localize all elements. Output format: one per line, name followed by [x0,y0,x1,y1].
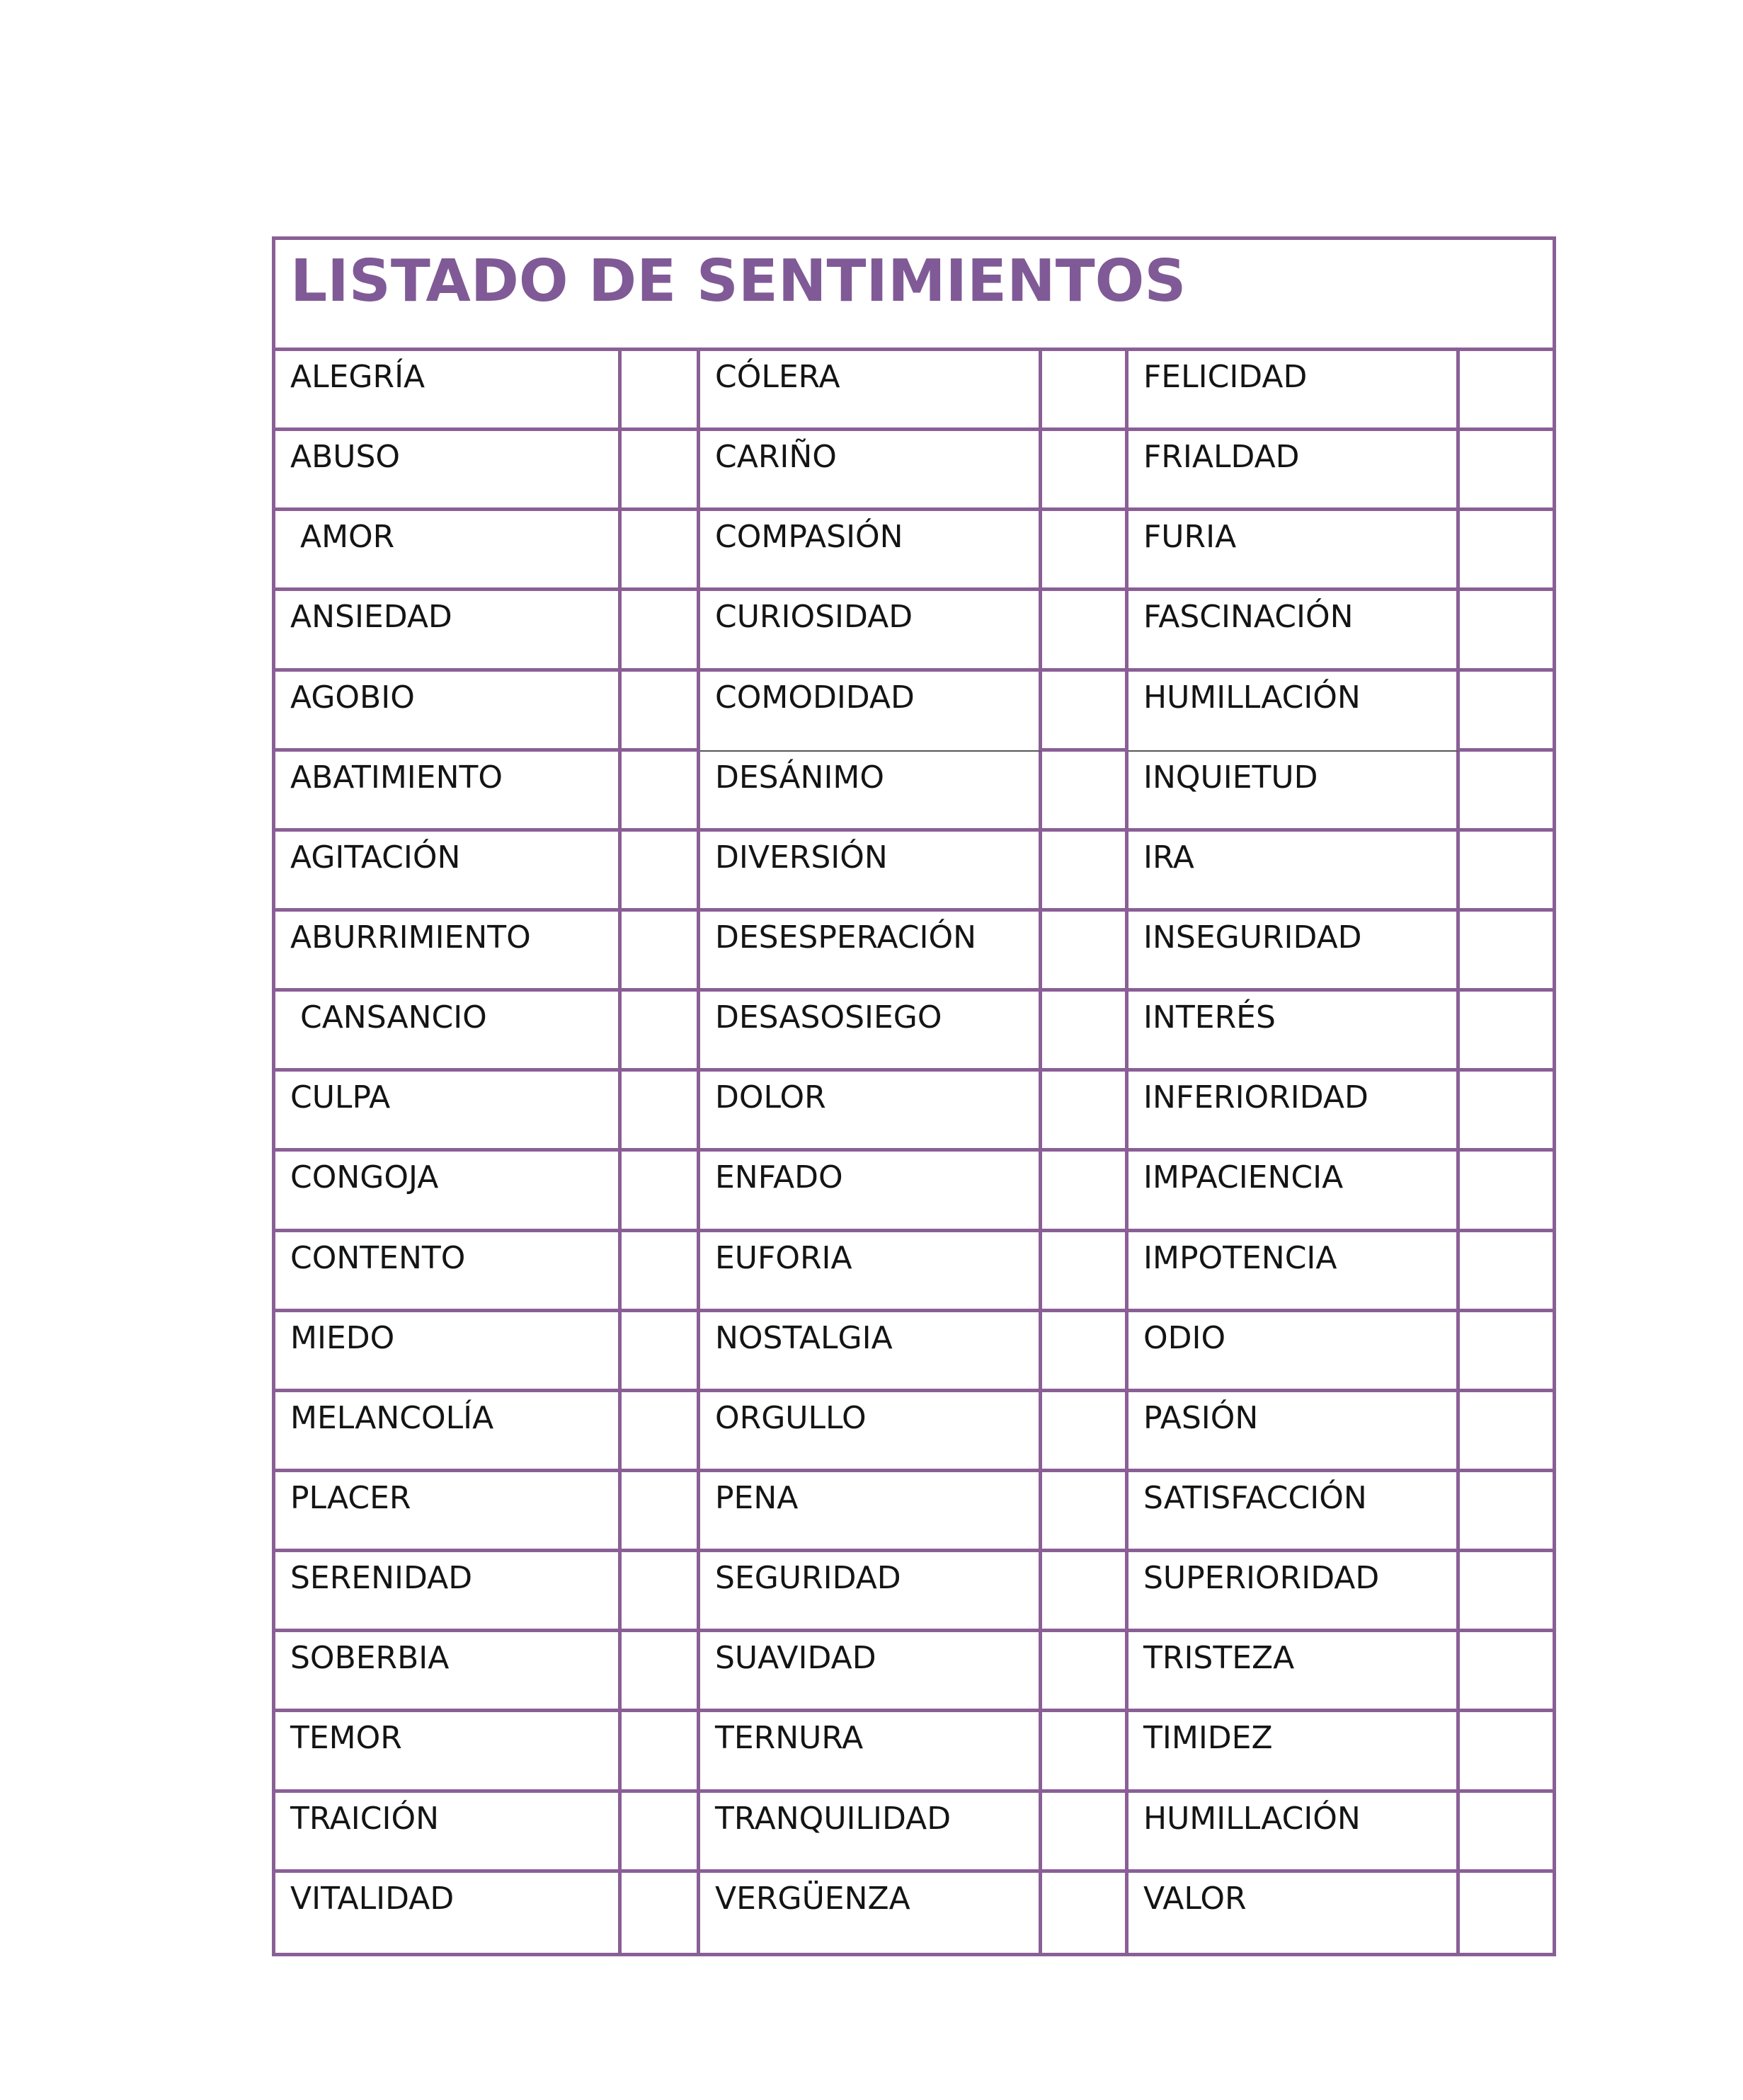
mark-box-area[interactable] [622,832,697,908]
mark-box[interactable] [1460,832,1553,912]
mark-box-area[interactable] [1460,1632,1553,1709]
feeling-word: ANSIEDAD [290,599,452,636]
feeling-cell [275,1793,622,1873]
mark-box[interactable] [1460,1392,1553,1472]
mark-box-area[interactable] [1042,591,1125,667]
mark-box[interactable] [1460,1472,1553,1552]
feeling-word: SEGURIDAD [715,1560,901,1597]
feeling-cell [1128,1873,1460,1953]
mark-box[interactable] [622,591,700,671]
mark-box-area[interactable] [1042,1152,1125,1228]
feeling-word: ABATIMIENTO [290,759,503,796]
feeling-cell [700,1312,1042,1392]
mark-box[interactable] [1460,511,1553,591]
feeling-word: HUMILLACIÓN [1143,679,1361,716]
mark-box-area[interactable] [1042,511,1125,587]
mark-box-area[interactable] [622,351,697,428]
feeling-word: IRA [1143,839,1194,876]
feeling-cell [275,672,622,752]
mark-box[interactable] [1042,591,1128,671]
feeling-cell [700,1873,1042,1953]
feeling-word: DESASOSIEGO [715,999,942,1036]
mark-box-area[interactable] [1460,1552,1553,1629]
mark-box-area[interactable] [622,1472,697,1549]
feeling-word: CARIÑO [715,439,837,476]
mark-box-area[interactable] [622,431,697,507]
mark-box-area[interactable] [1042,351,1125,428]
feeling-cell [1128,1152,1460,1232]
mark-box[interactable] [1042,431,1128,511]
mark-box[interactable] [1460,351,1553,431]
feeling-cell [275,752,622,832]
feeling-word: INTERÉS [1143,999,1276,1036]
mark-box[interactable] [1460,591,1553,671]
mark-box[interactable] [1460,1632,1553,1712]
mark-box-area[interactable] [1460,431,1553,507]
feeling-cell [1128,992,1460,1072]
feeling-word: ENFADO [715,1159,843,1196]
feeling-cell [1128,912,1460,992]
feeling-word: CÓLERA [715,359,840,395]
mark-box[interactable] [1042,1392,1128,1472]
mark-box-area[interactable] [1042,912,1125,988]
feeling-word: HUMILLACIÓN [1143,1800,1361,1837]
mark-box[interactable] [622,351,700,431]
mark-box-area[interactable] [1042,431,1125,507]
feeling-word: CONTENTO [290,1239,466,1276]
feeling-word: FELICIDAD [1143,359,1308,395]
mark-box[interactable] [1460,1312,1553,1392]
mark-box-area[interactable] [1042,1873,1125,1953]
mark-box[interactable] [1042,1793,1128,1873]
mark-box-area[interactable] [1460,1472,1553,1549]
mark-box-area[interactable] [1460,1312,1553,1389]
feeling-word: TIMIDEZ [1143,1720,1273,1757]
mark-box-area[interactable] [1042,1232,1125,1309]
mark-box[interactable] [1042,351,1128,431]
mark-box[interactable] [622,1232,700,1312]
feeling-word: ABURRIMIENTO [290,919,531,956]
mark-box[interactable] [1042,511,1128,591]
feeling-word: INQUIETUD [1143,759,1318,796]
feeling-cell [275,1312,622,1392]
feeling-cell [1128,1232,1460,1312]
mark-box-area[interactable] [622,511,697,587]
mark-box[interactable] [622,431,700,511]
mark-box[interactable] [1460,1152,1553,1232]
mark-box-area[interactable] [1460,1072,1553,1148]
feeling-cell [275,992,622,1072]
mark-box-area[interactable] [622,1392,697,1469]
mark-box[interactable] [1042,1152,1128,1232]
feeling-word: DOLOR [715,1079,826,1116]
mark-box-area[interactable] [622,1712,697,1789]
feeling-cell [1128,1632,1460,1712]
mark-box[interactable] [622,1072,700,1152]
feeling-word: FASCINACIÓN [1143,599,1354,636]
mark-box-area[interactable] [1460,591,1553,667]
mark-box-area[interactable] [1460,1392,1553,1469]
mark-box-area[interactable] [622,1793,697,1869]
mark-box[interactable] [1042,1712,1128,1792]
mark-box-area[interactable] [1042,752,1125,828]
feeling-cell [1128,431,1460,511]
feeling-cell [700,511,1042,591]
feeling-cell [275,1552,622,1632]
feeling-word: VALOR [1143,1880,1247,1917]
feeling-cell [700,1632,1042,1712]
feeling-cell [275,591,622,671]
feelings-list-table [272,236,1556,1956]
feeling-cell [700,1072,1042,1152]
mark-box-area[interactable] [622,992,697,1068]
mark-box[interactable] [1042,832,1128,912]
feeling-word: TRISTEZA [1143,1640,1295,1677]
feeling-word: ABUSO [290,439,401,476]
mark-box[interactable] [622,1712,700,1792]
feeling-word: MIEDO [290,1319,395,1356]
mark-box-area[interactable] [1460,1152,1553,1228]
feeling-word: DESESPERACIÓN [715,919,977,956]
mark-box-area[interactable] [622,1873,697,1953]
feeling-cell [700,1793,1042,1873]
feeling-cell [275,1392,622,1472]
feeling-word: ALEGRÍA [290,359,425,395]
mark-box-area[interactable] [1042,1793,1125,1869]
feeling-cell [275,1472,622,1552]
mark-box-area[interactable] [622,1552,697,1629]
feeling-word: AGITACIÓN [290,839,461,876]
mark-box-area[interactable] [1042,1392,1125,1469]
mark-box-area[interactable] [1042,1072,1125,1148]
feeling-cell [1128,511,1460,591]
mark-box[interactable] [1460,1552,1553,1632]
feeling-cell [1128,1392,1460,1472]
feeling-cell [275,1873,622,1953]
feeling-cell [700,1392,1042,1472]
mark-box-area[interactable] [1042,992,1125,1068]
mark-box[interactable] [1460,1232,1553,1312]
feeling-word: COMODIDAD [715,679,915,716]
mark-box[interactable] [1042,1312,1128,1392]
feeling-word: AGOBIO [290,679,415,716]
feeling-cell [275,351,622,431]
mark-box-area[interactable] [622,591,697,667]
feeling-cell [700,672,1042,752]
feeling-cell [1128,1472,1460,1552]
feeling-word: FURIA [1143,519,1237,556]
mark-box[interactable] [1460,992,1553,1072]
feeling-cell [1128,1712,1460,1792]
feeling-cell [700,992,1042,1072]
feeling-word: INSEGURIDAD [1143,919,1362,956]
mark-box-area[interactable] [1460,1793,1553,1869]
mark-box[interactable] [1042,912,1128,992]
mark-box[interactable] [1042,1873,1128,1953]
mark-box[interactable] [1460,1712,1553,1792]
feeling-word: TERNURA [715,1720,864,1757]
feeling-word: EUFORIA [715,1239,852,1276]
title-row [275,240,1553,351]
mark-box[interactable] [622,992,700,1072]
mark-box-area[interactable] [1460,672,1553,748]
mark-box-area[interactable] [1042,1472,1125,1549]
feeling-word: ODIO [1143,1319,1226,1356]
feeling-word: SOBERBIA [290,1640,450,1677]
feeling-word: CURIOSIDAD [715,599,913,636]
feeling-cell [1128,752,1460,832]
feeling-word: INFERIORIDAD [1143,1079,1368,1116]
feeling-word: NOSTALGIA [715,1319,893,1356]
feeling-word: AMOR [290,519,395,556]
feeling-cell [1128,1793,1460,1873]
feeling-cell [700,832,1042,912]
feeling-word: SATISFACCIÓN [1143,1479,1367,1516]
mark-box-area[interactable] [1042,672,1125,748]
feeling-cell [275,832,622,912]
feeling-cell [700,431,1042,511]
mark-box[interactable] [622,1793,700,1873]
feeling-word: SUAVIDAD [715,1640,876,1677]
feeling-word: IMPOTENCIA [1143,1239,1337,1276]
feeling-word: PLACER [290,1479,411,1516]
feeling-word: TEMOR [290,1720,402,1757]
mark-box-area[interactable] [622,1072,697,1148]
mark-box[interactable] [622,832,700,912]
mark-box-area[interactable] [1460,351,1553,428]
mark-box-area[interactable] [622,672,697,748]
feeling-cell [700,1552,1042,1632]
mark-box[interactable] [622,1472,700,1552]
feelings-grid [275,351,1553,1953]
feeling-cell [700,912,1042,992]
feeling-word: TRANQUILIDAD [715,1800,951,1837]
feeling-cell [1128,832,1460,912]
feeling-word: FRIALDAD [1143,439,1300,476]
feeling-cell [275,431,622,511]
mark-box-area[interactable] [1460,992,1553,1068]
mark-box[interactable] [1460,1793,1553,1873]
mark-box[interactable] [1042,1552,1128,1632]
feeling-cell [1128,672,1460,752]
mark-box-area[interactable] [1042,1312,1125,1389]
mark-box[interactable] [1460,1072,1553,1152]
mark-box-area[interactable] [1042,832,1125,908]
feeling-word: CULPA [290,1079,391,1116]
mark-box[interactable] [622,1552,700,1632]
feeling-word: CONGOJA [290,1159,439,1196]
feeling-cell [700,1152,1042,1232]
mark-box[interactable] [622,672,700,752]
mark-box-area[interactable] [622,752,697,828]
mark-box-area[interactable] [1460,511,1553,587]
feeling-cell [275,511,622,591]
mark-box[interactable] [1460,1873,1553,1953]
feeling-cell [700,1712,1042,1792]
feeling-word: PASIÓN [1143,1399,1259,1436]
feeling-word: MELANCOLÍA [290,1399,494,1436]
mark-box-area[interactable] [622,912,697,988]
feeling-word: SERENIDAD [290,1560,473,1597]
feeling-word: COMPASIÓN [715,519,903,556]
mark-box-area[interactable] [1460,1712,1553,1789]
feeling-cell [1128,1552,1460,1632]
mark-box-area[interactable] [622,1232,697,1309]
mark-box-area[interactable] [622,1312,697,1389]
mark-box[interactable] [1042,752,1128,832]
mark-box[interactable] [1042,1632,1128,1712]
feeling-cell [1128,1072,1460,1152]
page-title: LISTADO DE SENTIMIENTOS [290,248,1187,315]
feeling-cell [275,1232,622,1312]
mark-box[interactable] [1042,1232,1128,1312]
feeling-word: DIVERSIÓN [715,839,888,876]
mark-box[interactable] [1042,1072,1128,1152]
mark-box[interactable] [1042,992,1128,1072]
feeling-word: ORGULLO [715,1399,867,1436]
mark-box[interactable] [1042,672,1128,752]
feeling-cell [1128,591,1460,671]
mark-box[interactable] [1042,1472,1128,1552]
feeling-word: SUPERIORIDAD [1143,1560,1380,1597]
feeling-word: DESÁNIMO [715,759,885,796]
feeling-cell [275,1152,622,1232]
mark-box[interactable] [622,1312,700,1392]
feeling-cell [700,1472,1042,1552]
feeling-cell [700,752,1042,832]
mark-box[interactable] [1460,912,1553,992]
mark-box-area[interactable] [1042,1632,1125,1709]
feeling-word: TRAICIÓN [290,1800,439,1837]
mark-box-area[interactable] [622,1152,697,1228]
feeling-cell [275,912,622,992]
feeling-word: VERGÜENZA [715,1880,910,1917]
mark-box-area[interactable] [1460,1232,1553,1309]
feeling-word: VITALIDAD [290,1880,455,1917]
mark-box-area[interactable] [1460,832,1553,908]
feeling-cell [275,1072,622,1152]
feeling-cell [1128,351,1460,431]
mark-box[interactable] [622,511,700,591]
mark-box[interactable] [622,1632,700,1712]
feeling-word: PENA [715,1479,799,1516]
mark-box[interactable] [622,1392,700,1472]
feeling-cell [275,1632,622,1712]
feeling-cell [700,351,1042,431]
feeling-cell [700,591,1042,671]
mark-box-area[interactable] [1460,1873,1553,1953]
feeling-cell [1128,1312,1460,1392]
mark-box[interactable] [622,1873,700,1953]
mark-box[interactable] [1460,672,1553,752]
feeling-word: IMPACIENCIA [1143,1159,1344,1196]
mark-box-area[interactable] [1042,1552,1125,1629]
mark-box[interactable] [1460,431,1553,511]
feeling-cell [275,1712,622,1792]
mark-box-area[interactable] [622,1632,697,1709]
mark-box[interactable] [622,1152,700,1232]
mark-box[interactable] [622,912,700,992]
mark-box[interactable] [1460,752,1553,832]
feeling-cell [700,1232,1042,1312]
mark-box-area[interactable] [1460,752,1553,828]
feeling-word: CANSANCIO [290,999,487,1036]
mark-box-area[interactable] [1460,912,1553,988]
mark-box[interactable] [622,752,700,832]
mark-box-area[interactable] [1042,1712,1125,1789]
